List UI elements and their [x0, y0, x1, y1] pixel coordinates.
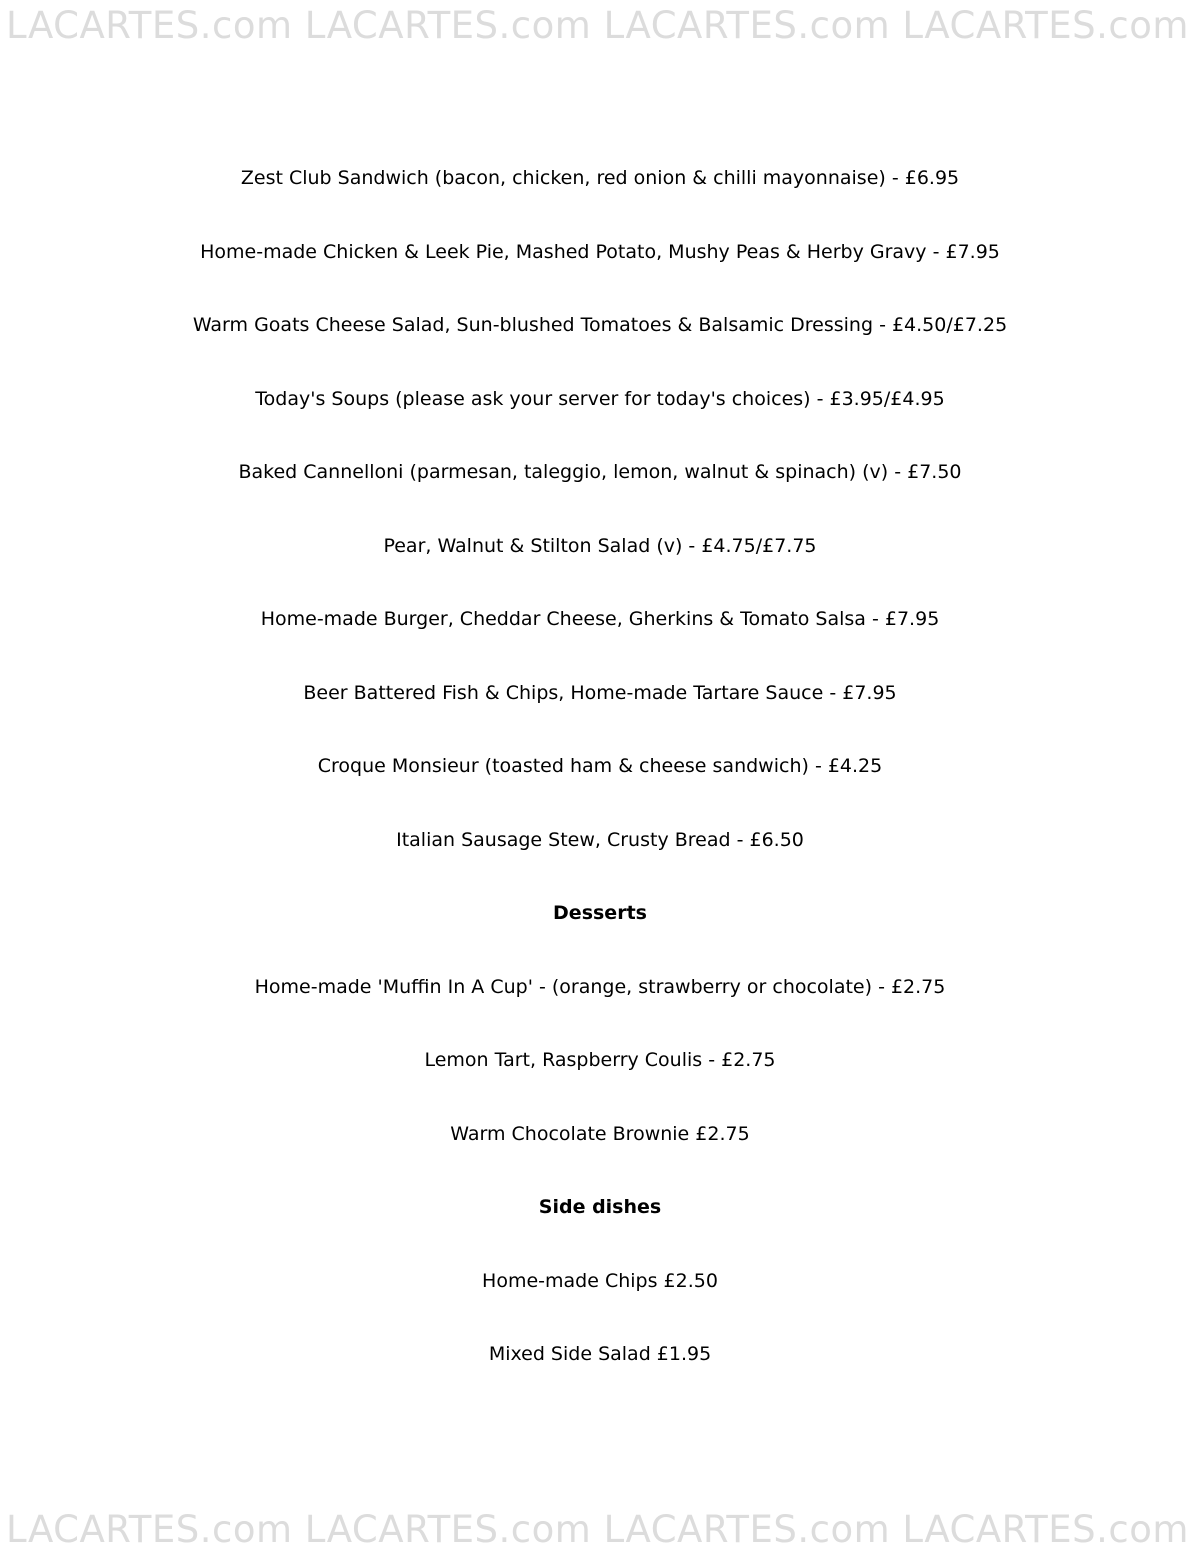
menu-item-baked-cannelloni: Baked Cannelloni (parmesan, taleggio, lemon, walnut & spinach) (v) - £7.50 [238, 461, 962, 483]
side-item-home-made-chips: Home-made Chips £2.50 [482, 1270, 718, 1292]
menu-item-home-made-burger: Home-made Burger, Cheddar Cheese, Gherkins & Tomato Salsa - £7.95 [260, 608, 940, 630]
watermark-top: LACARTES.com LACARTES.com LACARTES.com LACARTES.com [6, 4, 1189, 47]
menu-item-chicken-leek-pie: Home-made Chicken & Leek Pie, Mashed Potato, Mushy Peas & Herby Gravy - £7.95 [200, 241, 1000, 263]
menu-item-goats-cheese-salad: Warm Goats Cheese Salad, Sun-blushed Tomatoes & Balsamic Dressing - £4.50/£7.25 [192, 314, 1008, 336]
section-heading-side-dishes: Side dishes [538, 1196, 662, 1218]
section-heading-desserts: Desserts [553, 902, 647, 924]
menu-item-croque-monsieur: Croque Monsieur (toasted ham & cheese sandwich) - £4.25 [317, 755, 883, 777]
menu-item-todays-soups: Today's Soups (please ask your server for today's choices) - £3.95/£4.95 [255, 388, 945, 410]
dessert-item-chocolate-brownie: Warm Chocolate Brownie £2.75 [450, 1123, 750, 1145]
menu-item-zest-club-sandwich: Zest Club Sandwich (bacon, chicken, red onion & chilli mayonnaise) - £6.95 [240, 167, 960, 189]
dessert-item-lemon-tart: Lemon Tart, Raspberry Coulis - £2.75 [424, 1049, 776, 1071]
side-item-mixed-side-salad: Mixed Side Salad £1.95 [488, 1343, 712, 1365]
menu-item-fish-and-chips: Beer Battered Fish & Chips, Home-made Tartare Sauce - £7.95 [303, 682, 897, 704]
dessert-item-muffin-in-a-cup: Home-made 'Muffin In A Cup' - (orange, strawberry or chocolate) - £2.75 [254, 976, 946, 998]
menu-item-sausage-stew: Italian Sausage Stew, Crusty Bread - £6.50 [396, 829, 804, 851]
watermark-bottom: LACARTES.com LACARTES.com LACARTES.com LACARTES.com [6, 1508, 1189, 1551]
menu-item-pear-walnut-salad: Pear, Walnut & Stilton Salad (v) - £4.75/£7.75 [383, 535, 817, 557]
